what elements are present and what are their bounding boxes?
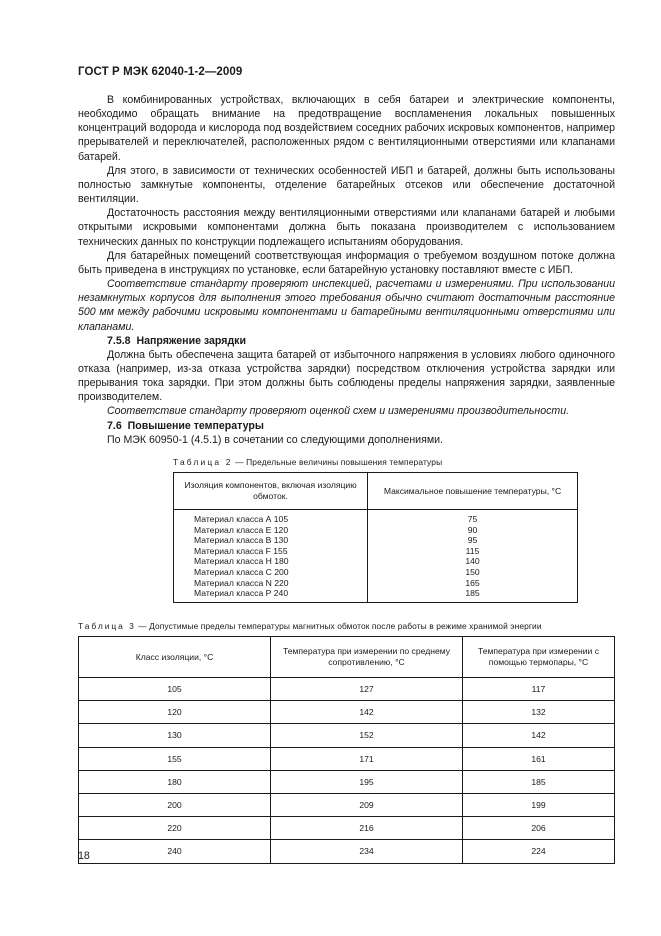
table2-value: 95 — [467, 535, 478, 546]
paragraph: По МЭК 60950-1 (4.5.1) в сочетании со следующими дополнениями. — [107, 433, 443, 446]
table2-material: Материал класса N 220 — [194, 577, 289, 588]
table2-caption-text: — Предельные величины повышения температуры — [232, 457, 443, 467]
section-title: Повышение температуры — [127, 419, 264, 432]
table3-cell: 130 — [79, 724, 271, 747]
section-heading-7-5-8 — [78, 334, 615, 348]
table3-cell: 152 — [271, 724, 463, 747]
table2-values-cell — [368, 510, 578, 603]
table3 — [78, 636, 615, 864]
table2-value: 185 — [465, 588, 480, 599]
table3-header-row — [79, 637, 615, 678]
table3-caption-label: Таблица 3 — [78, 621, 136, 631]
table2-values-list — [368, 510, 577, 602]
paragraph: Должна быть обеспечена защита батарей от избыточного напряжения в условиях любого одиночного отказа (например, из-за отказа устройства зарядки) посредством отключения устройства зарядки или прерывания тока зарядки. При этом должны быть соблюдены пределы напряжения зарядки, заявленные производителем. — [78, 348, 615, 404]
section-heading-7-6 — [78, 419, 615, 433]
table3-cell: 195 — [271, 770, 463, 793]
table2-material: Материал класса F 155 — [194, 545, 288, 556]
table3-header-thermocouple: Температура при измерении с помощью термопары, °С — [463, 637, 615, 678]
table2-caption-label: Таблица 2 — [173, 457, 233, 467]
table-row — [79, 840, 615, 863]
section-title: Напряжение зарядки — [136, 334, 246, 347]
section-number: 7.6 — [107, 419, 122, 432]
table2-header-insulation: Изоляция компонентов, включая изоляцию обмоток. — [174, 473, 368, 510]
table3-cell: 161 — [463, 747, 615, 770]
table-row — [79, 793, 615, 816]
table3-cell: 199 — [463, 793, 615, 816]
table2-material: Материал класса Н 180 — [194, 556, 289, 567]
table3-cell: 240 — [79, 840, 271, 863]
table3-cell: 142 — [271, 701, 463, 724]
table3-header-class: Класс изоляции, °С — [79, 637, 271, 678]
table2-caption — [173, 457, 442, 467]
table2-header-row — [174, 473, 578, 510]
table2-value: 165 — [465, 577, 480, 588]
table3-cell: 142 — [463, 724, 615, 747]
table2-header-max-rise: Максимальное повышение температуры, °С — [368, 473, 578, 510]
table2-material: Материал класса В 130 — [194, 535, 289, 546]
table2-material: Материал класса С 200 — [194, 566, 289, 577]
compliance-note: Соответствие стандарту проверяют оценкой схем и измерениями производительности. — [107, 405, 570, 418]
paragraph: Для батарейных помещений соответствующая информация о требуемом воздушном потоке должна быть приведена в инструкциях по установке, если батарейную установку поставляют вместе с ИБП. — [78, 249, 615, 276]
compliance-note: Соответствие стандарту проверяют инспекцией, расчетами и измерениями. При использовании незамкнутых корпусов для выполнения этого требования обычно считают достаточным расстояние 500 мм между рабочими искровыми компонентами и батарейными вентиляционными отверстиями или клапанами. — [78, 278, 615, 333]
table3-cell: 120 — [79, 701, 271, 724]
document-header: ГОСТ Р МЭК 62040-1-2—2009 — [78, 66, 243, 78]
table-row — [79, 817, 615, 840]
table2-material: Материал класса А 105 — [194, 514, 289, 524]
paragraph: В комбинированных устройствах, включающих в себя батареи и электрические компоненты, необходимо обращать внимание на предотвращение воспламенения локальных повышенных концентраций водорода и кислорода под воздействием соседних рабочих искровых компонентов, например прерывателей и переключателей, расположенных рядом с вентиляционными отверстиями или клапанами батарей. — [78, 94, 615, 163]
table3-cell: 209 — [271, 793, 463, 816]
table2-value: 140 — [465, 556, 480, 567]
table2-value: 115 — [465, 545, 480, 556]
table2-material: Материал класса Р 240 — [194, 588, 289, 599]
table2-value: 90 — [467, 524, 478, 535]
table3-cell: 206 — [463, 817, 615, 840]
table3-cell: 220 — [79, 817, 271, 840]
table3-cell: 200 — [79, 793, 271, 816]
table3-cell: 117 — [463, 678, 615, 701]
table-row — [79, 701, 615, 724]
table2-value: 150 — [465, 566, 480, 577]
section-number: 7.5.8 — [107, 334, 131, 347]
table2-materials-cell — [174, 510, 368, 603]
body-text — [78, 93, 615, 447]
table-row — [79, 770, 615, 793]
page-number: 18 — [78, 850, 90, 862]
table3-cell: 234 — [271, 840, 463, 863]
table-row — [79, 724, 615, 747]
paragraph: Для этого, в зависимости от технических особенностей ИБП и батарей, должны быть использованы полностью замкнутые компоненты, отделение батарейных отсеков или обеспечение достаточной вентиляции. — [78, 164, 615, 206]
table3-cell: 185 — [463, 770, 615, 793]
table3-caption-text: — Допустимые пределы температуры магнитных обмоток после работы в режиме хранимой энергии — [135, 621, 542, 631]
table3-cell: 155 — [79, 747, 271, 770]
table2-value: 75 — [467, 514, 478, 524]
table3-cell: 132 — [463, 701, 615, 724]
table-row — [79, 747, 615, 770]
table3-cell: 127 — [271, 678, 463, 701]
table2 — [173, 472, 578, 603]
table3-caption — [78, 621, 542, 631]
table3-cell: 224 — [463, 840, 615, 863]
table3-cell: 216 — [271, 817, 463, 840]
paragraph: Достаточность расстояния между вентиляционными отверстиями или клапанами батарей и любыми открытыми искровыми компонентами должна быть показана производителем с использованием технических данных по конструкции подлежащего испытаниям оборудования. — [78, 207, 615, 248]
table3-cell: 105 — [79, 678, 271, 701]
table3-cell: 171 — [271, 747, 463, 770]
table3-cell: 180 — [79, 770, 271, 793]
table-row — [79, 678, 615, 701]
table2-body — [174, 510, 578, 603]
table3-header-resistance: Температура при измерении по среднему сопротивлению, °С — [271, 637, 463, 678]
table2-materials-list — [174, 510, 367, 602]
table2-material: Материал класса Е 120 — [194, 524, 289, 535]
